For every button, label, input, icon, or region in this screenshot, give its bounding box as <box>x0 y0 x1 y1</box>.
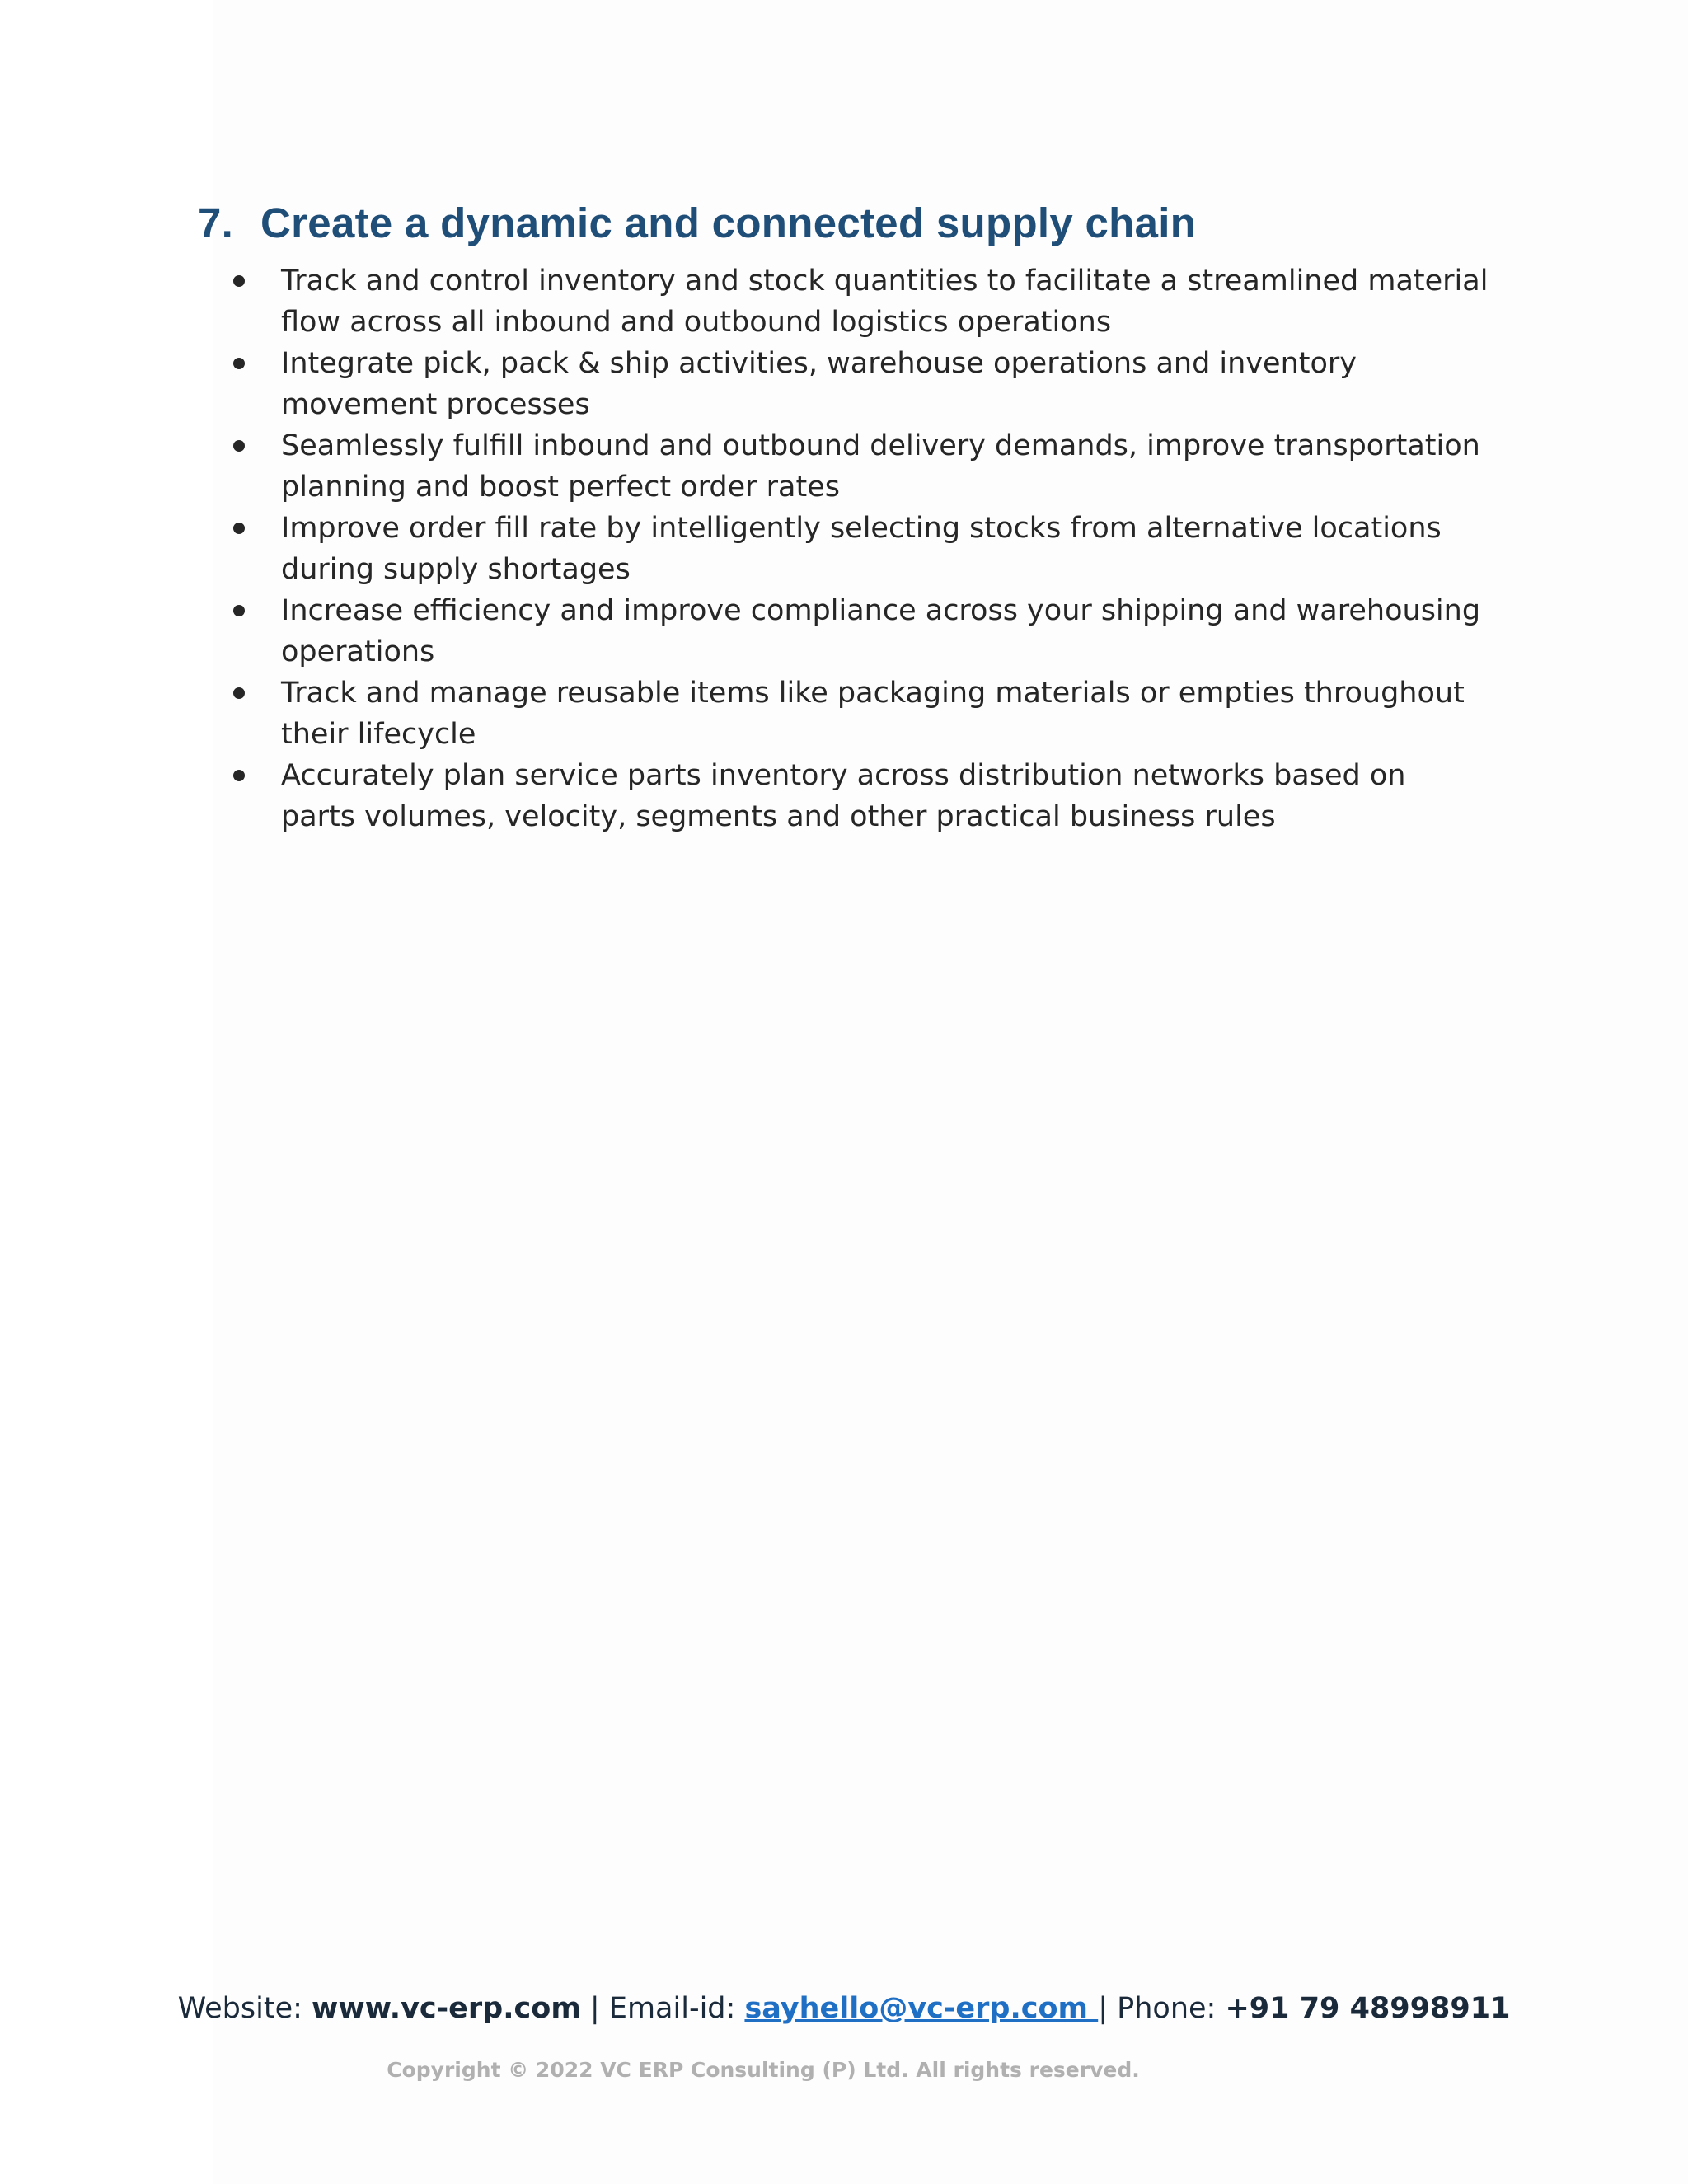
list-item-text: Integrate pick, pack & ship activities, warehouse operations and inventory movement processes <box>281 347 1357 421</box>
bullet-icon <box>233 440 245 452</box>
list-item <box>227 755 1489 837</box>
website-link[interactable]: www.vc-erp.com <box>312 1992 581 2025</box>
list-item <box>227 590 1489 673</box>
copyright-notice: Copyright © 2022 VC ERP Consulting (P) Ltd. All rights reserved. <box>387 2058 1140 2082</box>
bullet-icon <box>233 605 245 616</box>
separator: | <box>1098 1992 1118 2025</box>
list-item-text: Seamlessly fulfill inbound and outbound delivery demands, improve transportation planning and boost perfect order rates <box>281 429 1480 504</box>
list-item-text: Track and control inventory and stock quantities to facilitate a streamlined material flow across all inbound and outbound logistics operations <box>281 265 1489 339</box>
bullet-icon <box>233 275 245 287</box>
separator: | <box>580 1992 609 2025</box>
email-link[interactable]: sayhello@vc-erp.com <box>744 1992 1099 2025</box>
list-item-text: Increase efficiency and improve compliance across your shipping and warehousing operations <box>281 594 1481 668</box>
list-item-text: Accurately plan service parts inventory across distribution networks based on parts volumes, velocity, segments and other practical business rules <box>281 759 1406 833</box>
email-label: Email-id: <box>608 1992 745 2025</box>
phone-label: Phone: <box>1117 1992 1226 2025</box>
section-number: 7. <box>198 199 234 246</box>
list-item-text: Improve order fill rate by intelligently selecting stocks from alternative locations during supply shortages <box>281 512 1442 586</box>
bullet-icon <box>233 523 245 534</box>
bullet-icon <box>233 358 245 369</box>
list-item <box>227 508 1489 590</box>
list-item <box>227 343 1489 425</box>
footer-contact <box>0 1988 1688 2029</box>
list-item <box>227 425 1489 508</box>
bullet-icon <box>233 770 245 781</box>
website-label: Website: <box>177 1992 312 2025</box>
feature-list <box>227 260 1489 837</box>
list-item <box>227 260 1489 343</box>
phone-number: +91 79 48998911 <box>1225 1992 1511 2025</box>
list-item-text: Track and manage reusable items like packaging materials or empties throughout their lifecycle <box>281 677 1465 751</box>
section-heading <box>198 194 1196 252</box>
section-title: Create a dynamic and connected supply chain <box>260 199 1197 246</box>
bullet-icon <box>233 687 245 699</box>
list-item <box>227 673 1489 755</box>
